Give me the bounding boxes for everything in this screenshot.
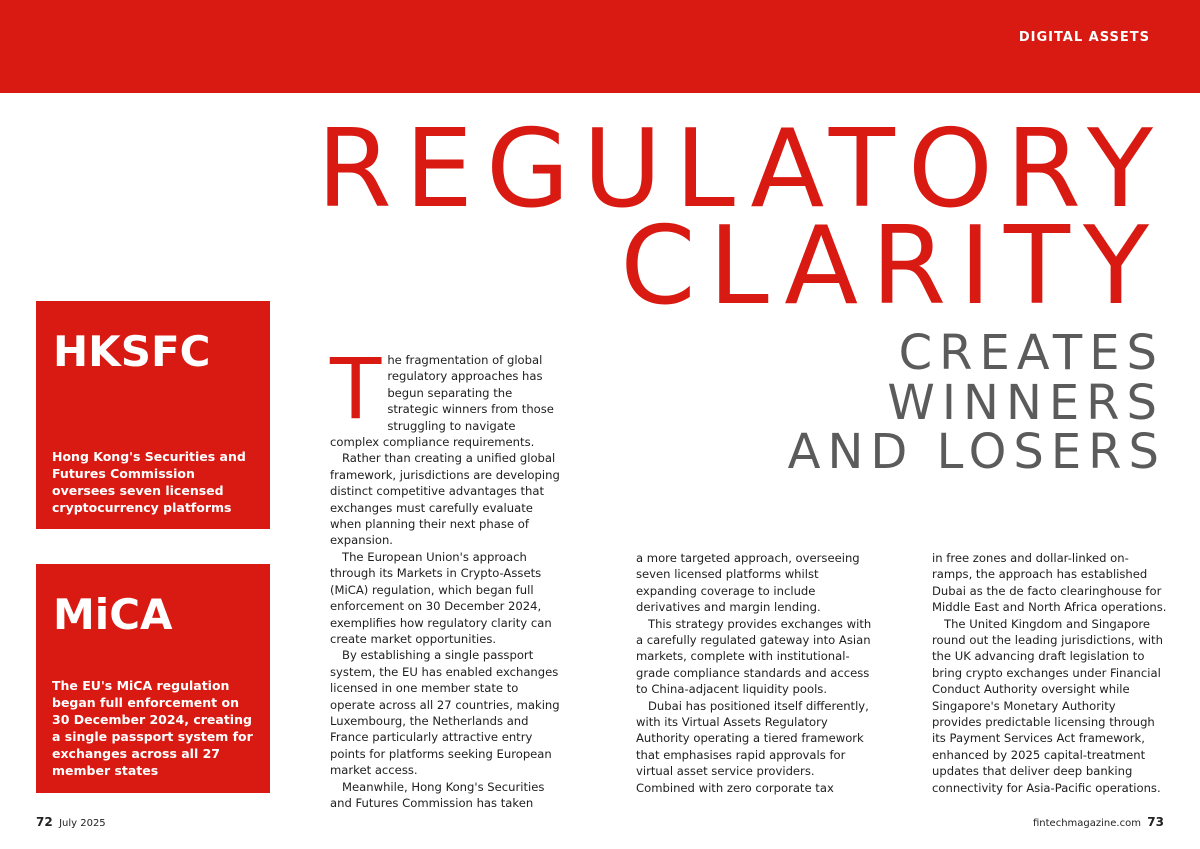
article-column-3 [932,550,1168,796]
callout-hksfc [36,301,270,529]
article-paragraph: This strategy provides exchanges with a carefully regulated gateway into Asian markets, complete with institutional-grade compliance standards and access to China-adjacent liquidity pools. [636,616,872,697]
callout-body: The EU's MiCA regulation began full enforcement on 30 December 2024, creating a single passport system for exchanges across all 27 member states [52,678,253,778]
callout-body: Hong Kong's Securities and Futures Commission oversees seven licensed cryptocurrency platforms [52,449,246,515]
paragraph-text: he fragmentation of global regulatory approaches has begun separating the strategic winners from those struggling to navigate complex compliance requirements. [330,353,554,450]
headline-line-1: REGULATORY [316,107,1166,232]
article-paragraph: in free zones and dollar-linked on-ramps, the approach has established Dubai as the de facto clearinghouse for Middle East and North Africa operations. [932,551,1167,615]
headline-line-2: CLARITY [620,204,1162,329]
headline-line-3: CREATES [898,325,1164,381]
folio-right [1033,815,1164,829]
callout-title: MiCA [53,590,173,639]
article-column-2 [636,550,874,796]
folio-left [36,815,106,829]
article-paragraph: The United Kingdom and Singapore round out the leading jurisdictions, with the UK advancing draft legislation to bring crypto exchanges under Financial Conduct Authority oversight while Singapore's Monetary Authority provides predictable licensing through its Payment Services Act framework, enhanced by 2025 capital-treatment updates that deliver deep banking connectivity for Asia-Pacific operations. [932,616,1163,795]
site-name: fintechmagazine.com [1032,818,1141,829]
drop-cap: T [330,340,382,438]
issue-date: July 2025 [59,818,106,829]
top-color-band [0,0,1200,93]
section-label: DIGITAL ASSETS [1018,30,1150,45]
article-paragraph: The European Union's approach through its Markets in Crypto-Assets (MiCA) regulation, which began full enforcement on 30 December 2024, exemplifies how regulatory clarity can create market opportunities. [330,549,552,646]
callout-mica [36,564,270,793]
article-paragraph [330,340,566,450]
page-number: 72 [36,815,53,829]
callout-title: HKSFC [53,327,211,376]
article-paragraph: By establishing a single passport system, the EU has enabled exchanges licensed in one member state to operate across all 27 countries, making Luxembourg, the Netherlands and France particularly attractive entry points for platforms seeking European market access. [330,648,560,778]
page-number: 73 [1147,815,1164,829]
headline-line-4: WINNERS [887,375,1164,431]
article-paragraph: a more targeted approach, overseeing seven licensed platforms whilst expanding coverage to include derivatives and margin lending. [636,551,860,615]
article-column-1 [330,340,566,811]
article-paragraph: Dubai has positioned itself differently, with its Virtual Assets Regulatory Authority operating a tiered framework that emphasises rapid approvals for virtual asset service providers. Combined with zero corporate tax [636,698,869,795]
article-paragraph: Rather than creating a unified global framework, jurisdictions are developing distinct competitive advantages that exchanges must carefully evaluate when planning their next phase of expansion. [330,451,560,548]
headline-line-5: AND LOSERS [787,424,1166,480]
article-paragraph: Meanwhile, Hong Kong's Securities and Futures Commission has taken [330,779,545,810]
